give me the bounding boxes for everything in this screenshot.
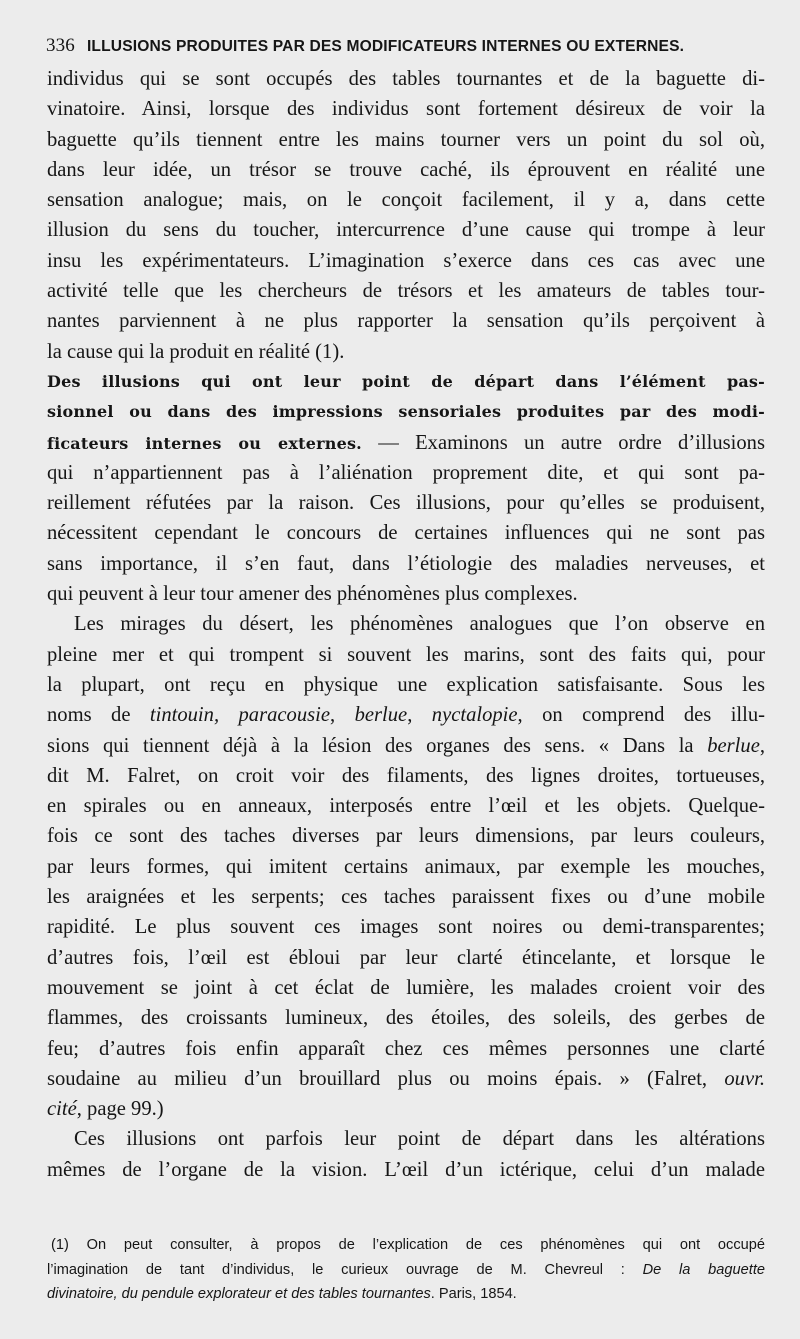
text-line: pleine mer et qui trompent si souvent les marins, sont des faits qui, pour xyxy=(47,643,765,666)
section-heading-end: ficateurs internes ou externes. xyxy=(47,433,362,453)
text-line: activité telle que les chercheurs de trésors et les amateurs de tables tour- xyxy=(47,280,765,303)
italic-title: divinatoire, du pendule explorateur et des tables tournantes xyxy=(47,1286,431,1302)
footnote-line xyxy=(47,1282,765,1307)
text-line: reillement réfutées par la raison. Ces illusions, pour qu’elles se produisent, xyxy=(47,492,765,515)
text-line: la cause qui la produit en réalité (1). xyxy=(47,340,345,363)
footnote-line xyxy=(47,1258,765,1283)
text-run: , page 99.) xyxy=(76,1098,164,1121)
text-run: sions qui tiennent déjà à la lésion des organes des sens. « Dans la xyxy=(47,734,708,757)
text-line: fois ce sont des taches diverses par leurs dimensions, par leurs couleurs, xyxy=(47,825,765,848)
text-line: nantes parviennent à ne plus rapporter la sensation qu’ils perçoivent à xyxy=(47,310,765,333)
running-title: ILLUSIONS PRODUITES PAR DES MODIFICATEURS INTERNES OU EXTERNES. xyxy=(86,38,685,55)
text-line: dans leur idée, un trésor se trouve caché, ils éprouvent en réalité une xyxy=(47,158,765,181)
running-header xyxy=(46,34,756,58)
section-heading-line: Des illusions qui ont leur point de départ dans l’élément pas- xyxy=(47,371,765,391)
text-line xyxy=(47,1064,765,1094)
footnote xyxy=(47,1233,765,1307)
text-line: sans importance, il s’en faut, dans l’étiologie des maladies nerveuses, et xyxy=(47,552,765,575)
text-line xyxy=(47,1094,765,1124)
text-line: dit M. Falret, on croit voir des filaments, des lignes droites, tortueuses, xyxy=(47,764,765,787)
text-run: . Paris, 1854. xyxy=(430,1286,517,1302)
text-run: , on comprend des illu- xyxy=(517,704,765,727)
text-line: la plupart, ont reçu en physique une explication satisfaisante. Sous les xyxy=(47,673,765,696)
text-line: Les mirages du désert, les phénomènes analogues que l’on observe en xyxy=(74,613,765,636)
italic-title: De la baguette xyxy=(642,1261,765,1278)
text-line: sensation analogue; mais, on le conçoit facilement, il y a, dans cette xyxy=(47,189,765,212)
italic-term: berlue xyxy=(707,734,760,757)
italic-term: berlue xyxy=(354,704,408,727)
italic-term: nyctalopie xyxy=(431,704,518,727)
italic-term: tintouin, paracousie xyxy=(149,704,331,727)
text-line: individus qui se sont occupés des tables tournantes et de la baguette di- xyxy=(47,68,765,90)
text-line: Ces illusions ont parfois leur point de départ dans les altérations xyxy=(74,1128,765,1151)
footnote-line: (1) On peut consulter, à propos de l’explication de ces phénomènes qui ont occupé xyxy=(51,1237,765,1253)
text-line: illusion du sens du toucher, intercurrence d’une cause qui trompe à leur xyxy=(47,219,765,242)
text-line: baguette qu’ils tiennent entre les mains tourner vers un point du sol où, xyxy=(47,128,765,151)
text-run: soudaine au milieu d’un brouillard plus ou moins épais. » (Falret, xyxy=(47,1067,725,1090)
main-text xyxy=(47,64,765,1185)
text-line: en spirales ou en anneaux, interposés entre l’œil et les objets. Quelque- xyxy=(47,795,765,818)
text-run: noms de xyxy=(47,704,150,727)
text-line: mêmes de l’organe de la vision. L’œil d’un ictérique, celui d’un malade xyxy=(47,1158,765,1181)
text-run: , xyxy=(759,734,765,757)
text-line: qui peuvent à leur tour amener des phénomènes plus complexes. xyxy=(47,583,578,606)
text-run: — Examinons un autre ordre d’illusions xyxy=(361,431,765,454)
section-heading-line: sionnel ou dans des impressions sensoriales produites par des modi- xyxy=(47,402,765,422)
text-run: l’imagination de tant d’individus, le curieux ouvrage de M. Chevreul : xyxy=(47,1261,643,1278)
text-line: feu; d’autres fois enfin apparaît chez ces mêmes personnes une clarté xyxy=(47,1037,765,1060)
text-line: les araignées et les serpents; ces taches paraissent fixes ou d’une mobile xyxy=(47,886,765,909)
italic-term: cité xyxy=(47,1098,77,1121)
text-line: d’autres fois, l’œil est ébloui par leur clarté étincelante, et lorsque le xyxy=(47,946,765,969)
text-line: rapidité. Le plus souvent ces images sont noires ou demi-transparentes; xyxy=(47,916,765,939)
text-line: flammes, des croissants lumineux, des étoiles, des soleils, des gerbes de xyxy=(47,1007,765,1030)
text-line: nécessitent cependant le concours de certaines influences qui ne sont pas xyxy=(47,522,765,545)
text-line: qui n’appartiennent pas à l’aliénation proprement dite, et qui sont pa- xyxy=(47,461,765,484)
text-line xyxy=(47,428,765,458)
page-number: 336 xyxy=(46,35,75,56)
text-run: , xyxy=(330,704,355,727)
text-run: , xyxy=(407,704,432,727)
italic-term: ouvr. xyxy=(724,1067,765,1090)
text-line: insu les expérimentateurs. L’imagination s’exerce dans ces cas avec une xyxy=(47,249,765,272)
text-line: mouvement se joint à cet éclat de lumière, les malades croient voir des xyxy=(47,976,765,999)
text-line xyxy=(47,700,765,730)
text-line: vinatoire. Ainsi, lorsque des individus sont fortement désireux de voir la xyxy=(47,98,765,121)
text-line: par leurs formes, qui imitent certains animaux, par exemple les mouches, xyxy=(47,855,765,878)
text-line xyxy=(47,731,765,761)
